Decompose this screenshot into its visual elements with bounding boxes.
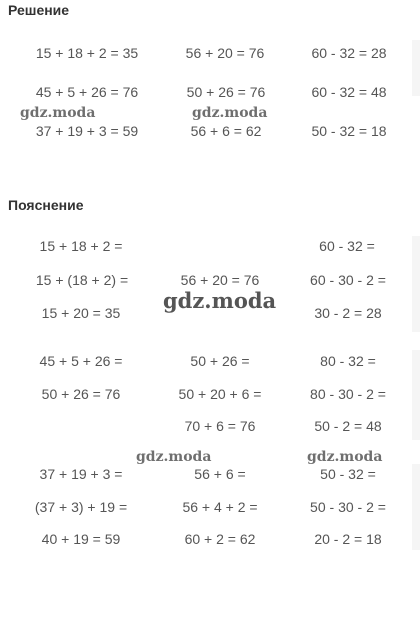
solution-equation: 56 + 6 = 62 <box>190 123 262 139</box>
explanation-step: 56 + 4 + 2 = <box>182 499 258 515</box>
explanation-step: 15 + 20 = 35 <box>41 305 121 321</box>
solution-equation: 60 - 32 = 28 <box>311 45 387 61</box>
explanation-step: 56 + 20 = 76 <box>180 272 260 288</box>
explanation-step: 50 + 26 = 76 <box>41 386 121 402</box>
solution-equation: 50 - 32 = 18 <box>311 123 387 139</box>
solution-equation: 45 + 5 + 26 = 76 <box>35 84 139 100</box>
explanation-step: 20 - 2 = 18 <box>314 531 382 547</box>
explanation-step: 45 + 5 + 26 = <box>39 353 123 369</box>
explanation-step: 40 + 19 = 59 <box>41 531 121 547</box>
solution-equation: 37 + 19 + 3 = 59 <box>35 123 139 139</box>
explanation-step: 37 + 19 + 3 = <box>39 466 123 482</box>
solution-equation: 50 + 26 = 76 <box>186 84 266 100</box>
watermark: gdz.moda <box>192 105 268 121</box>
explanation-step: 15 + 18 + 2 = <box>39 238 123 254</box>
explanation-heading: Пояснение <box>8 197 84 213</box>
right-edge-strip <box>412 40 420 96</box>
right-edge-strip <box>412 464 420 550</box>
watermark: gdz.moda <box>163 288 277 313</box>
explanation-step: 60 + 2 = 62 <box>184 531 256 547</box>
right-edge-strip <box>412 350 420 440</box>
watermark: gdz.moda <box>20 105 96 121</box>
watermark: gdz.moda <box>307 449 383 465</box>
explanation-step: 56 + 6 = <box>194 466 246 482</box>
solution-heading: Решение <box>8 2 70 18</box>
right-edge-strip <box>412 236 420 332</box>
explanation-step: 60 - 30 - 2 = <box>310 272 386 288</box>
explanation-step: 50 - 2 = 48 <box>314 418 382 434</box>
explanation-step: (37 + 3) + 19 = <box>34 499 128 515</box>
explanation-step: 80 - 32 = <box>320 353 376 369</box>
explanation-step: 60 - 32 = <box>319 238 375 254</box>
explanation-step: 50 + 26 = <box>190 353 250 369</box>
explanation-step: 50 + 20 + 6 = <box>178 386 262 402</box>
solution-equation: 56 + 20 = 76 <box>185 45 265 61</box>
explanation-step: 50 - 30 - 2 = <box>310 499 386 515</box>
explanation-step: 30 - 2 = 28 <box>314 305 382 321</box>
explanation-step: 15 + (18 + 2) = <box>35 272 129 288</box>
explanation-step: 70 + 6 = 76 <box>184 418 256 434</box>
solution-equation: 60 - 32 = 48 <box>311 84 387 100</box>
solution-equation: 15 + 18 + 2 = 35 <box>35 45 139 61</box>
explanation-step: 50 - 32 = <box>320 466 376 482</box>
explanation-step: 80 - 30 - 2 = <box>310 386 386 402</box>
watermark: gdz.moda <box>136 449 212 465</box>
